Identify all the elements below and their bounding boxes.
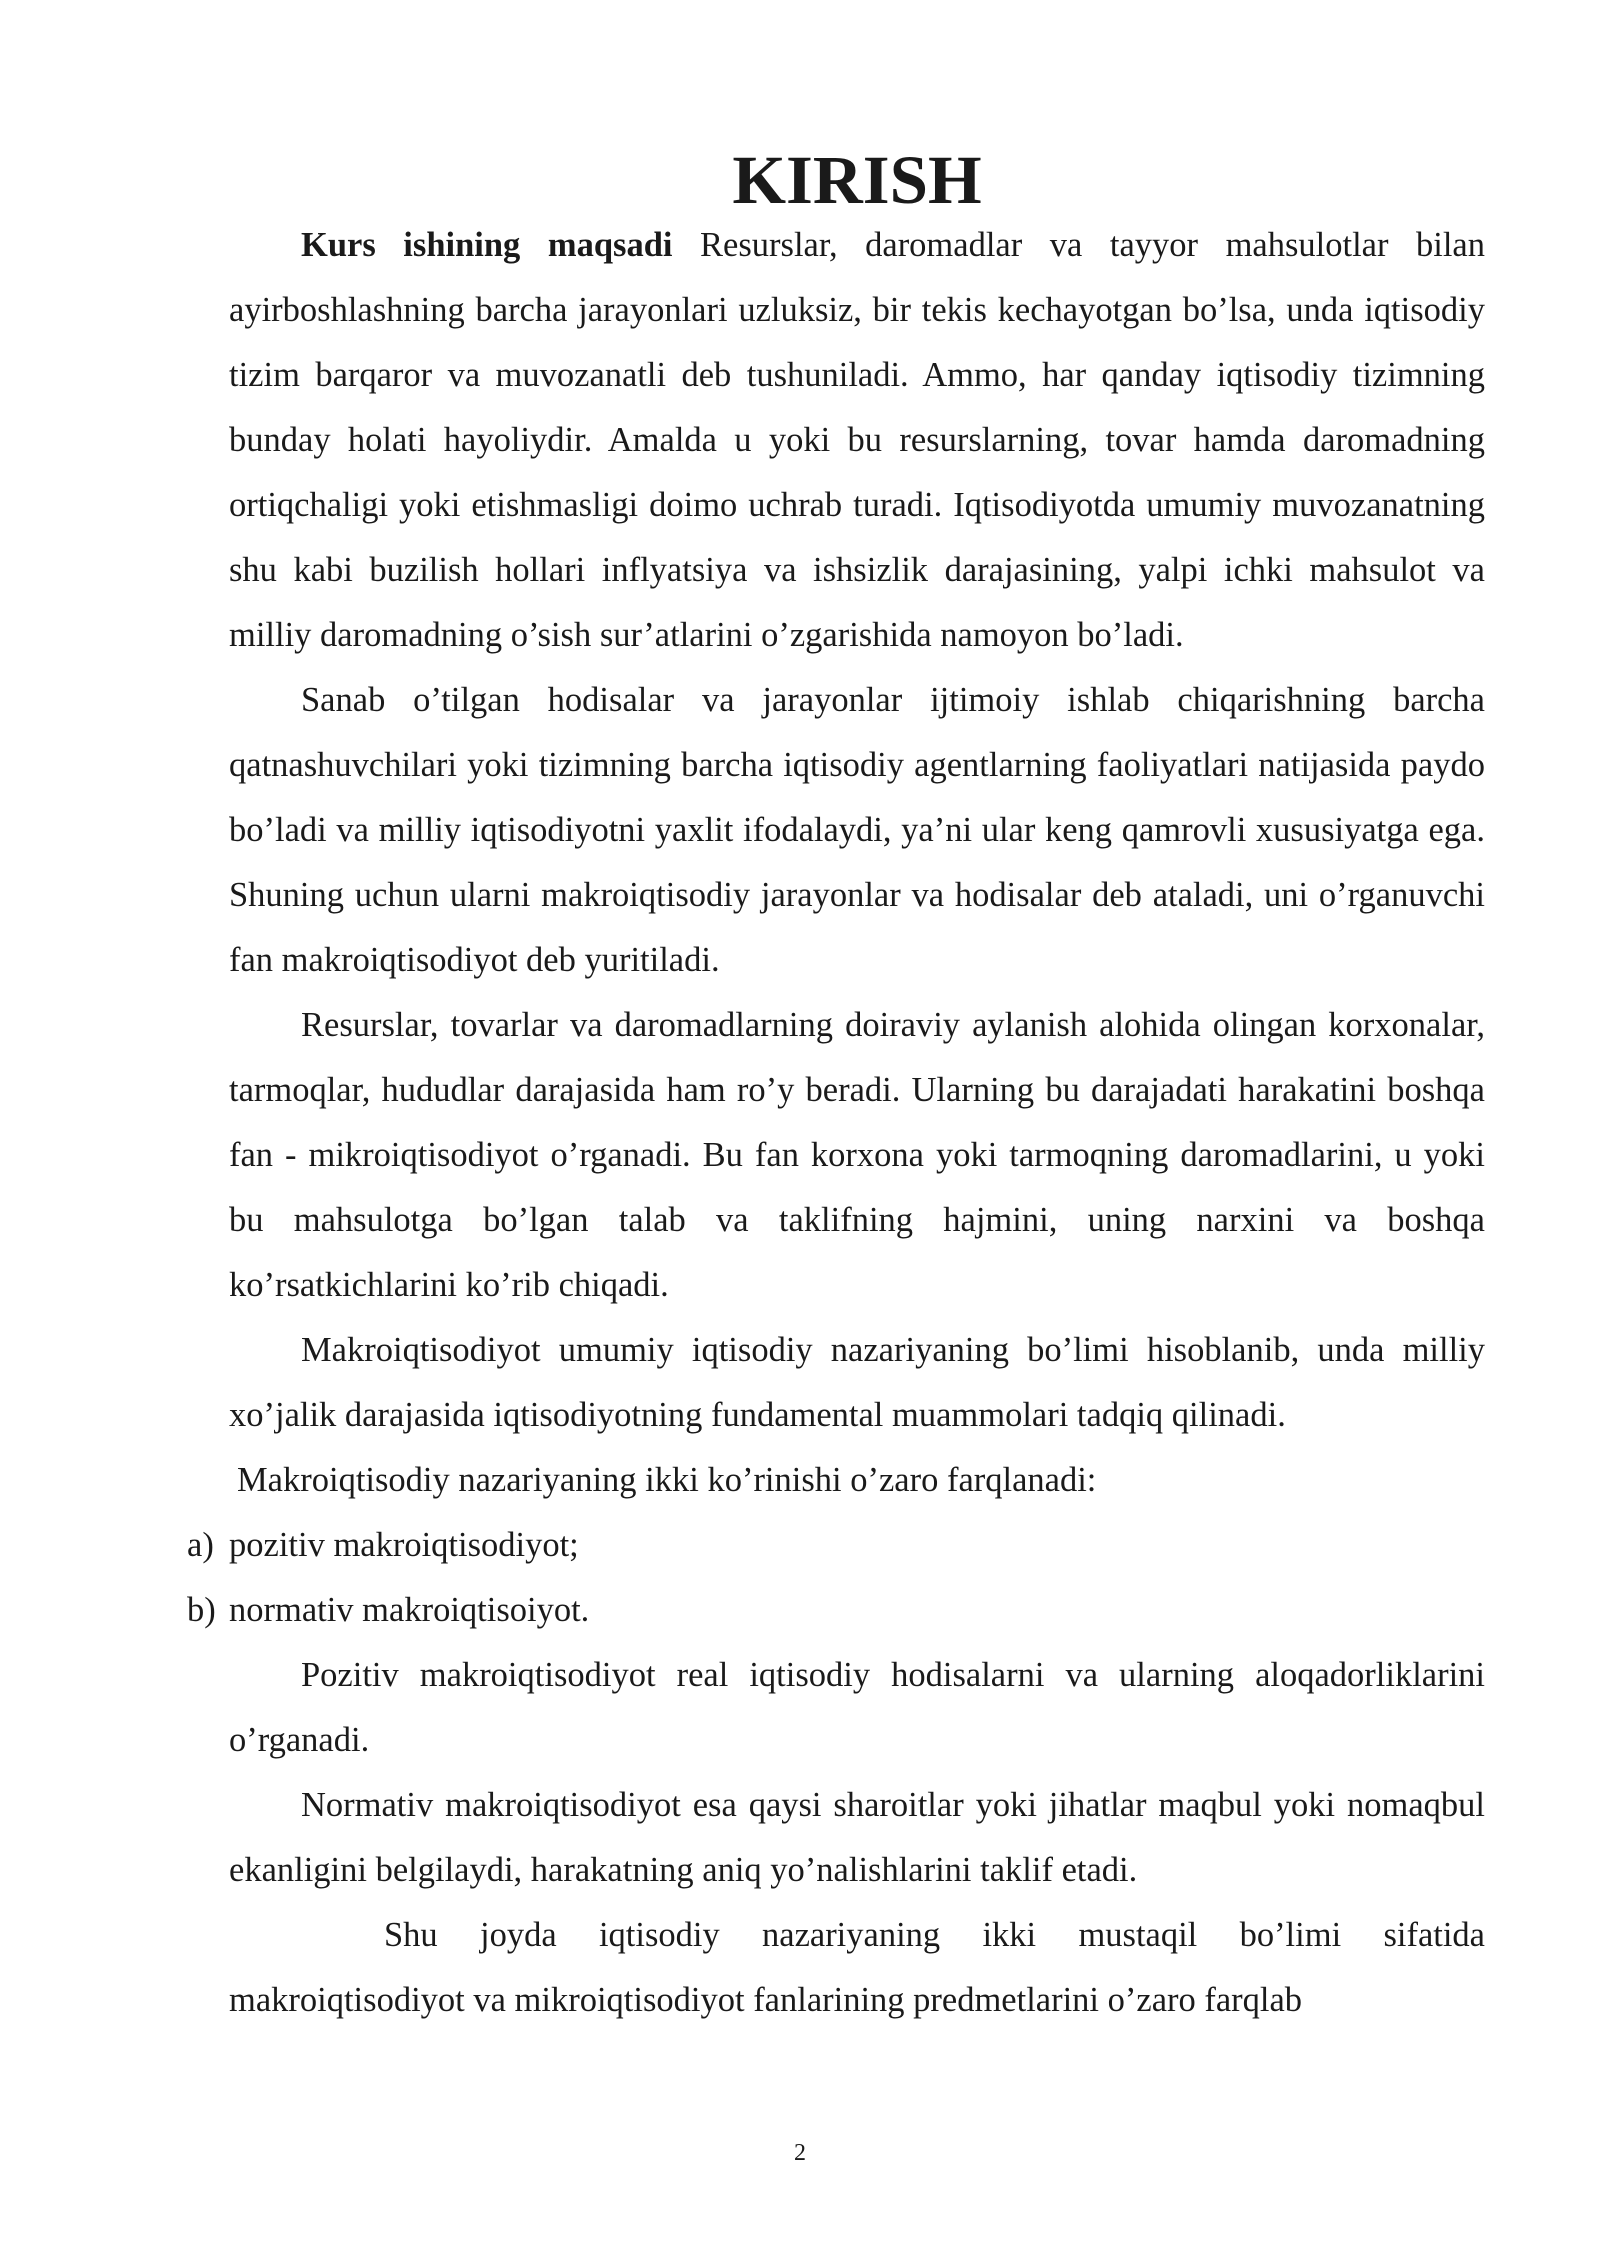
list-item-text: normativ makroiqtisoiyot. — [229, 1591, 590, 1629]
section-title: KIRISH — [732, 142, 982, 218]
page-body — [187, 142, 1485, 2033]
list-marker: a) — [187, 1526, 214, 1564]
list-item-text: pozitiv makroiqtisodiyot; — [229, 1526, 579, 1564]
list-item — [187, 1513, 1485, 1578]
list-item — [187, 1578, 1485, 1643]
paragraph-lead: Kurs ishining maqsadi — [301, 226, 673, 264]
paragraph-text: Resurslar, daromadlar va tayyor mahsulotlar bilan ayirboshlashning barcha jarayonlari uzluksiz, bir tekis kechayotgan bo’lsa, unda iqtisodiy tizim barqaror va muvozanatli deb tushuniladi. Ammo, har qanday iqtisodiy tizimning bunday holati hayoliydir. Amalda u yoki bu resurslarning, tovar hamda daromadning ortiqchaligi yoki etishmasligi doimo uchrab turadi. Iqtisodiyotda umumiy muvozanatning shu kabi buzilish hollari inflyatsiya va ishsizlik darajasining, yalpi ichki mahsulot va milliy daromadning o’sish sur’atlarini o’zgarishida namoyon bo’ladi. — [229, 226, 1485, 654]
paragraph-normative: Normativ makroiqtisodiyot esa qaysi sharoitlar yoki jihatlar maqbul yoki nomaqbul ekanligini belgilaydi, harakatning aniq yo’nalishlarini taklif etadi. — [229, 1786, 1485, 1889]
paragraph-macro-phenomena: Sanab o’tilgan hodisalar va jarayonlar ijtimoiy ishlab chiqarishning barcha qatnashuvchilari yoki tizimning barcha iqtisodiy agentlarning faoliyatlari natijasida paydo bo’ladi va milliy iqtisodiyotni yaxlit ifodalaydi, ya’ni ular keng qamrovli xususiyatga ega. Shuning uchun ularni makroiqtisodiy jarayonlar va hodisalar deb ataladi, uni o’rganuvchi fan makroiqtisodiyot deb yuritiladi. — [229, 681, 1485, 979]
paragraph-positive: Pozitiv makroiqtisodiyot real iqtisodiy hodisalarni va ularning aloqadorliklarini o’rganadi. — [229, 1656, 1485, 1759]
list-marker: b) — [187, 1591, 216, 1629]
types-list — [187, 1513, 1485, 1643]
paragraph-micro: Resurslar, tovarlar va daromadlarning doiraviy aylanish alohida olingan korxonalar, tarmoqlar, hududlar darajasida ham ro’y beradi. Ularning bu darajadati harakatini boshqa fan - mikroiqtisodiyot o’rganadi. Bu fan korxona yoki tarmoqning daromadlarini, u yoki bu mahsulotga bo’lgan talab va taklifning hajmini, uning narxini va boshqa ko’rsatkichlarini ko’rib chiqadi. — [229, 1006, 1485, 1304]
paragraph-continuation: Shu joyda iqtisodiy nazariyaning ikki mustaqil bo’limi sifatida makroiqtisodiyot va mikroiqtisodiyot fanlarining predmetlarini o’zaro farqlab — [229, 1916, 1485, 2019]
paragraph-goal — [229, 213, 1485, 668]
page-number: 2 — [794, 2140, 806, 2166]
list-intro: Makroiqtisodiy nazariyaning ikki ko’rinishi o’zaro farqlanadi: — [237, 1461, 1097, 1499]
paragraph-macro-definition: Makroiqtisodiyot umumiy iqtisodiy nazariyaning bo’limi hisoblanib, unda milliy xo’jalik darajasida iqtisodiyotning fundamental muammolari tadqiq qilinadi. — [229, 1331, 1485, 1434]
